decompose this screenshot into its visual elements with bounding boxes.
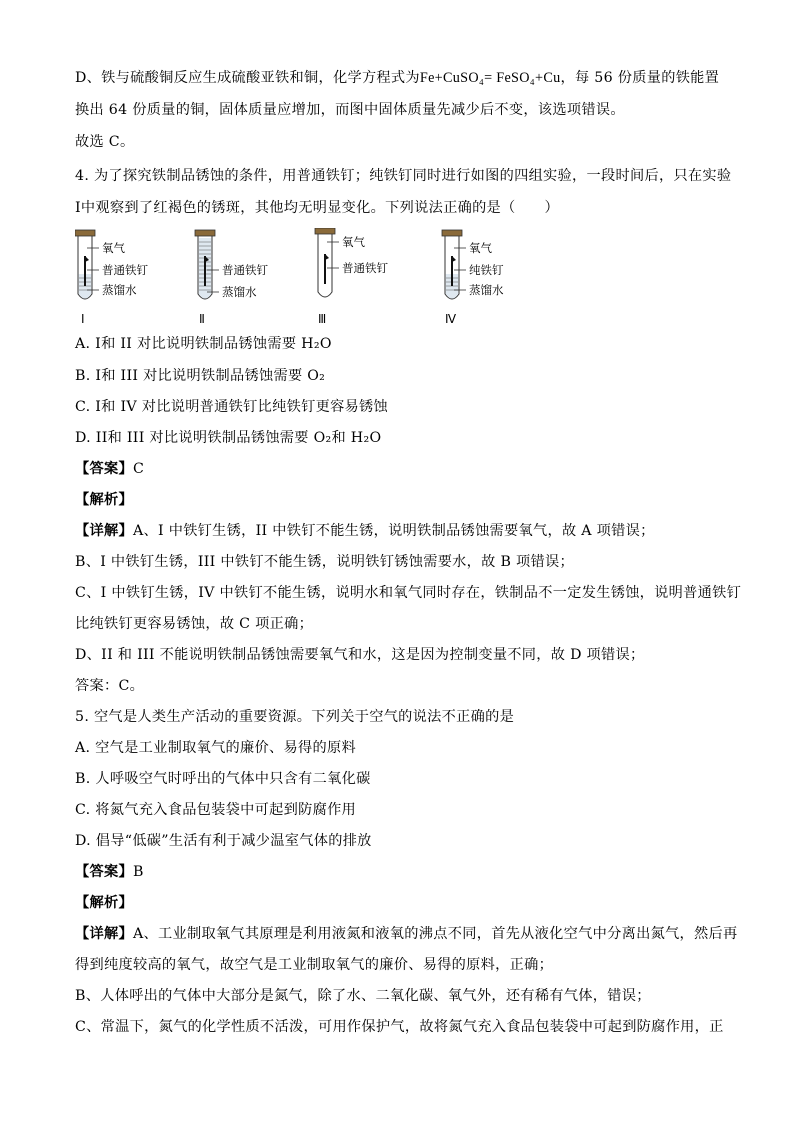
q4-detail-b: B、I 中铁钉生锈，III 中铁钉不能生锈，说明铁钉锈蚀需要水，故 B 项错误；	[75, 554, 574, 570]
q4-option-d: D. II和 III 对比说明铁制品锈蚀需要 O₂和 H₂O	[75, 430, 382, 446]
q3-conclusion: 故选 C。	[75, 134, 135, 150]
q5-option-b: B. 人呼吸空气时呼出的气体中只含有二氧化碳	[75, 771, 371, 787]
tube4-label-water: 蒸馏水	[469, 283, 504, 297]
q4-detail-c2: 比纯铁钉更容易锈蚀，故 C 项正确；	[75, 616, 314, 632]
q5-option-c: C. 将氮气充入食品包装袋中可起到防腐作用	[75, 802, 357, 818]
q5-option-d: D. 倡导“低碳”生活有利于减少温室气体的排放	[75, 833, 372, 849]
tube4-label-oxygen: 氧气	[469, 241, 492, 255]
detail-text: A、I 中铁钉生锈，II 中铁钉不能生锈，说明铁制品锈蚀需要氧气，故 A 项错误；	[132, 523, 655, 539]
q4-option-a: A. I和 II 对比说明铁制品锈蚀需要 H₂O	[75, 336, 332, 352]
q4-option-c: C. I和 IV 对比说明普通铁钉比纯铁钉更容易锈蚀	[75, 399, 389, 415]
test-tube-figure	[75, 228, 545, 334]
tube-3	[315, 228, 339, 297]
tube1-label-water: 蒸馏水	[102, 283, 137, 297]
q5-answer	[75, 862, 144, 882]
answer-label: 【答案】	[75, 461, 133, 477]
tube-2	[195, 230, 219, 299]
tube1-numeral: Ⅰ	[81, 312, 85, 326]
q5-detail-a1	[75, 924, 738, 944]
q4-final-answer: 答案：C。	[75, 678, 145, 694]
tube2-label-water: 蒸馏水	[222, 285, 257, 299]
answer-value: B	[132, 864, 144, 880]
q5-detail-a2: 得到纯度较高的氧气，故空气是工业制取氧气的廉价、易得的原料，正确；	[75, 957, 554, 973]
tube-4	[442, 230, 466, 299]
tube4-numeral: Ⅳ	[445, 312, 457, 326]
q4-stem-line2: Ⅰ中观察到了红褐色的锈斑，其他均无明显变化。下列说法正确的是（ ）	[75, 200, 559, 216]
q4-analysis-label: 【解析】	[75, 492, 133, 508]
q4-option-b: B. I和 III 对比说明铁制品锈蚀需要 O₂	[75, 368, 326, 384]
chemical-equation: Fe+CuSO₄= FeSO₄+Cu	[419, 70, 561, 86]
q4-stem-line1: 4. 为了探究铁制品锈蚀的条件，用普通铁钉；纯铁钉同时进行如图的四组实验，一段时间后，只在实验	[75, 168, 732, 184]
tube3-numeral: Ⅲ	[318, 312, 327, 326]
tube2-label-nail: 普通铁钉	[222, 263, 268, 277]
detail-label: 【详解】	[75, 523, 133, 539]
detail-text: A、工业制取氧气其原理是利用液氮和液氧的沸点不同，首先从液化空气中分离出氮气，然后再	[132, 926, 738, 942]
answer-value: C	[132, 461, 145, 477]
q3-d-text: D、铁与硫酸铜反应生成硫酸亚铁和铜，化学方程式为	[75, 70, 420, 86]
q4-detail-a	[75, 521, 655, 541]
q3-option-d-line2: 换出 64 份质量的铜，固体质量应增加，而图中固体质量先减少后不变，该选项错误。	[75, 102, 625, 118]
tube1-label-nail: 普通铁钉	[102, 263, 148, 277]
q4-detail-c1: C、I 中铁钉生锈，IV 中铁钉不能生锈，说明水和氧气同时存在，铁制品不一定发生锈蚀，说明普通铁钉	[75, 585, 742, 601]
tube4-label-pure-nail: 纯铁钉	[469, 263, 504, 277]
q5-stem: 5. 空气是人类生产活动的重要资源。下列关于空气的说法不正确的是	[75, 709, 515, 725]
q3-d-suffix: ，每 56 份质量的铁能置	[560, 70, 720, 86]
tube3-label-oxygen: 氧气	[342, 235, 365, 249]
tube3-label-nail: 普通铁钉	[342, 261, 388, 275]
q4-answer	[75, 459, 144, 479]
q5-detail-b: B、人体呼出的气体中大部分是氮气，除了水、二氧化碳、氧气外，还有稀有气体，错误；	[75, 988, 651, 1004]
q5-analysis-label: 【解析】	[75, 895, 133, 911]
q5-detail-c: C、常温下，氮气的化学性质不活泼，可用作保护气，故将氮气充入食品包装袋中可起到防腐作用，正	[75, 1019, 724, 1035]
detail-label: 【详解】	[75, 926, 133, 942]
answer-label: 【答案】	[75, 864, 133, 880]
tube-1	[75, 230, 99, 299]
tube1-label-oxygen: 氧气	[102, 241, 125, 255]
q5-option-a: A. 空气是工业制取氧气的廉价、易得的原料	[75, 740, 356, 756]
q4-detail-d: D、II 和 III 不能说明铁制品锈蚀需要氧气和水，这是因为控制变量不同，故 D 项错误；	[75, 647, 645, 663]
tube2-numeral: Ⅱ	[199, 312, 205, 326]
q3-option-d-line1	[75, 68, 719, 88]
